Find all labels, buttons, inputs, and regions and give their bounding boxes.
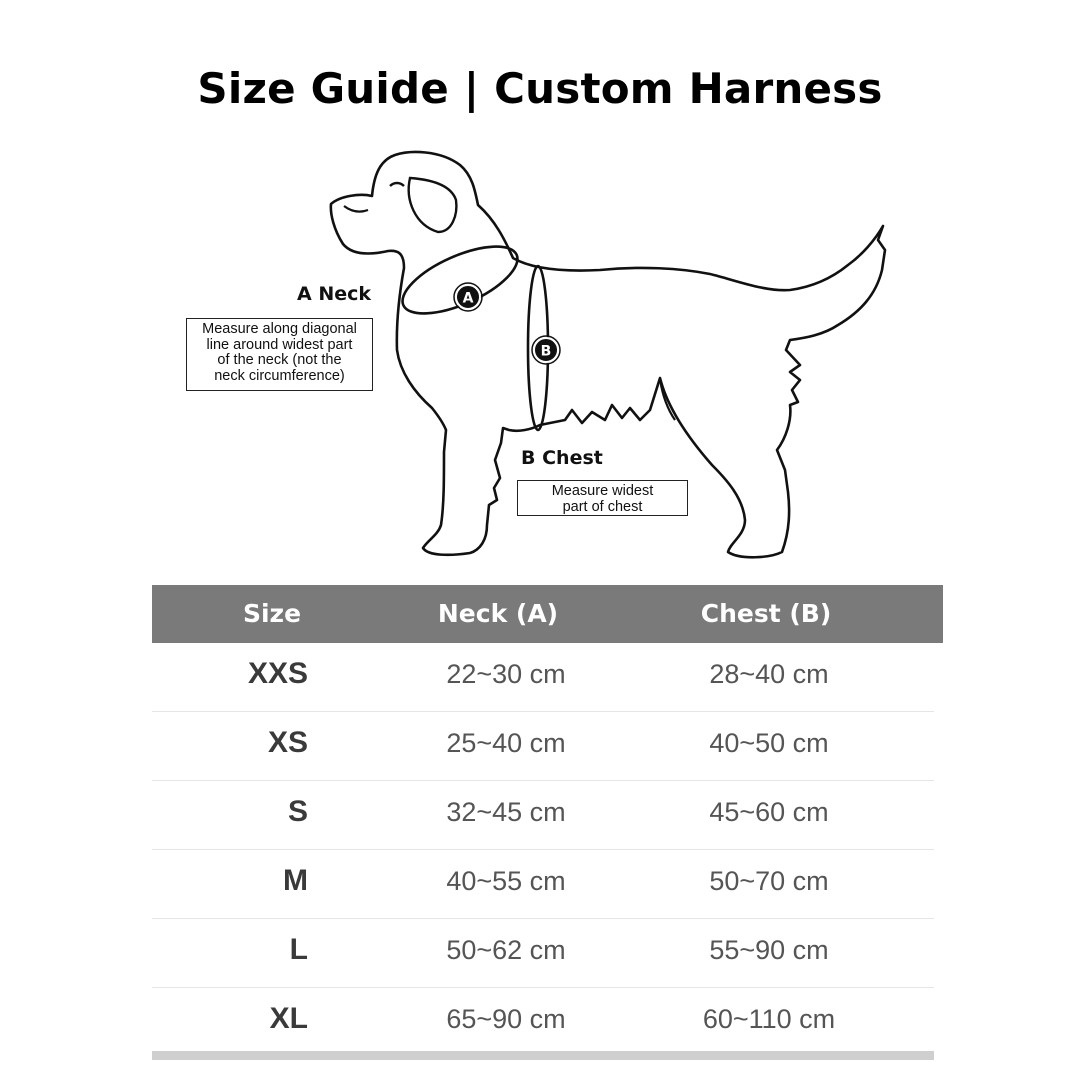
chest-note-line: Measure widest bbox=[551, 483, 654, 499]
chest-note-line: part of chest bbox=[562, 498, 643, 515]
neck-note-line: line around widest part bbox=[206, 336, 353, 353]
table-row bbox=[152, 919, 934, 988]
neck-note-line: neck circumference) bbox=[214, 367, 345, 384]
neck-note bbox=[186, 318, 373, 391]
dog-mouth bbox=[344, 206, 368, 212]
marker-a bbox=[454, 283, 482, 311]
neck-heading: A Neck bbox=[297, 283, 372, 305]
chest-heading: B Chest bbox=[521, 447, 603, 469]
size-table bbox=[152, 585, 943, 1035]
table-row bbox=[152, 781, 934, 850]
chest-note bbox=[517, 480, 688, 516]
header-neck: Neck (A) bbox=[437, 599, 559, 628]
size-cell: XL bbox=[269, 1002, 308, 1035]
table-row bbox=[152, 712, 934, 781]
header-chest: Chest (B) bbox=[700, 599, 832, 628]
table-header bbox=[152, 585, 943, 643]
chest-cell: 55~90 cm bbox=[709, 935, 829, 965]
neck-cell: 50~62 cm bbox=[446, 935, 566, 965]
size-cell: XS bbox=[267, 726, 308, 759]
neck-note-line: of the neck (not the bbox=[217, 352, 342, 368]
neck-cell: 65~90 cm bbox=[446, 1004, 566, 1034]
chest-cell: 45~60 cm bbox=[709, 797, 829, 827]
chest-cell: 50~70 cm bbox=[709, 866, 829, 896]
size-cell: L bbox=[289, 933, 308, 966]
chest-cell: 60~110 cm bbox=[702, 1004, 836, 1034]
neck-cell: 22~30 cm bbox=[446, 659, 566, 689]
chest-cell: 40~50 cm bbox=[709, 728, 829, 758]
neck-note-line: Measure along diagonal bbox=[202, 321, 357, 337]
size-cell: XXS bbox=[247, 657, 308, 690]
dog-eye bbox=[390, 183, 404, 186]
table-bottom-rule bbox=[152, 1051, 934, 1060]
size-cell: M bbox=[283, 864, 308, 897]
header-size: Size bbox=[242, 599, 302, 628]
table-row bbox=[152, 643, 934, 712]
marker-b-label: B bbox=[540, 343, 552, 360]
chest-cell: 28~40 cm bbox=[709, 659, 829, 689]
dog-ear bbox=[409, 178, 457, 232]
neck-cell: 25~40 cm bbox=[446, 728, 566, 758]
marker-a-label: A bbox=[462, 290, 474, 307]
neck-cell: 40~55 cm bbox=[446, 866, 566, 896]
neck-measure-line bbox=[394, 233, 527, 327]
size-cell: S bbox=[287, 795, 308, 828]
neck-cell: 32~45 cm bbox=[446, 797, 566, 827]
table-row bbox=[152, 850, 934, 919]
marker-b bbox=[532, 336, 560, 364]
page-title: Size Guide | Custom Harness bbox=[197, 64, 883, 113]
table-row bbox=[152, 988, 934, 1057]
